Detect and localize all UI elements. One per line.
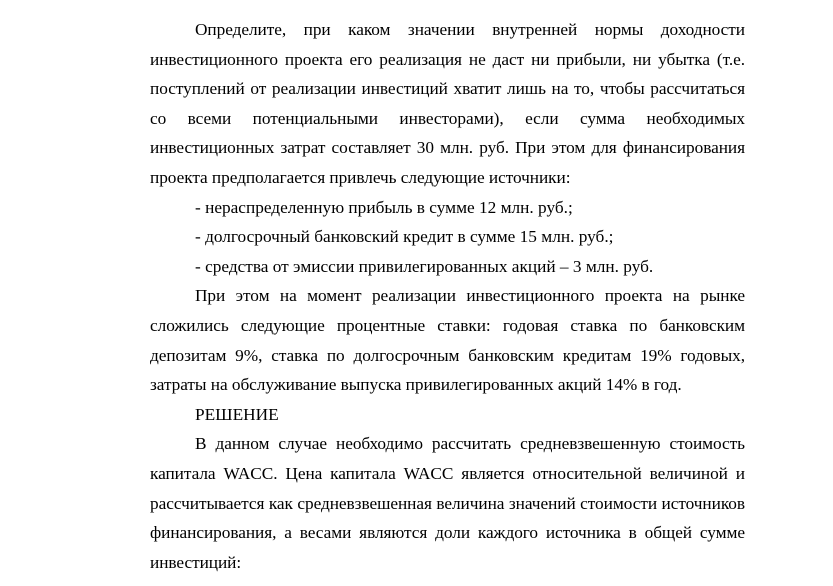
- interest-rates-paragraph: При этом на момент реализации инвестиционного проекта на рынке сложились следующие процентные ставки: годовая ставка по банковским депозитам 9%, ставка по долгосрочным банковским кредитам 19% годовых, затраты на обслуживание выпуска привилегированных акций 14% в год.: [150, 286, 745, 395]
- source-item-preferred-shares: - средства от эмиссии привилегированных акций – 3 млн. руб.: [195, 256, 654, 276]
- solution-paragraph: В данном случае необходимо рассчитать средневзвешенную стоимость капитала WACC. Цена капитала WACC является относительной величиной и рассчитывается как средневзвешенная величина значений стоимости источников финансирования, а весами являются доли каждого источника в общей сумме инвестиций:: [150, 434, 745, 572]
- solution-heading: РЕШЕНИЕ: [195, 404, 279, 424]
- document-page: [150, 15, 745, 577]
- source-item-retained-earnings: - нераспределенную прибыль в сумме 12 млн. руб.;: [195, 197, 573, 217]
- problem-statement: Определите, при каком значении внутренней нормы доходности инвестиционного проекта его реализация не даст ни прибыли, ни убытка (т.е. поступлений от реализации инвестиций хватит лишь на то, чтобы рассчитаться со всеми потенциальными инвесторами), если сумма необходимых инвестиционных затрат составляет 30 млн. руб. При этом для финансирования проекта предполагается привлечь следующие источники:: [150, 20, 745, 187]
- source-item-bank-loan: - долгосрочный банковский кредит в сумме 15 млн. руб.;: [195, 227, 614, 247]
